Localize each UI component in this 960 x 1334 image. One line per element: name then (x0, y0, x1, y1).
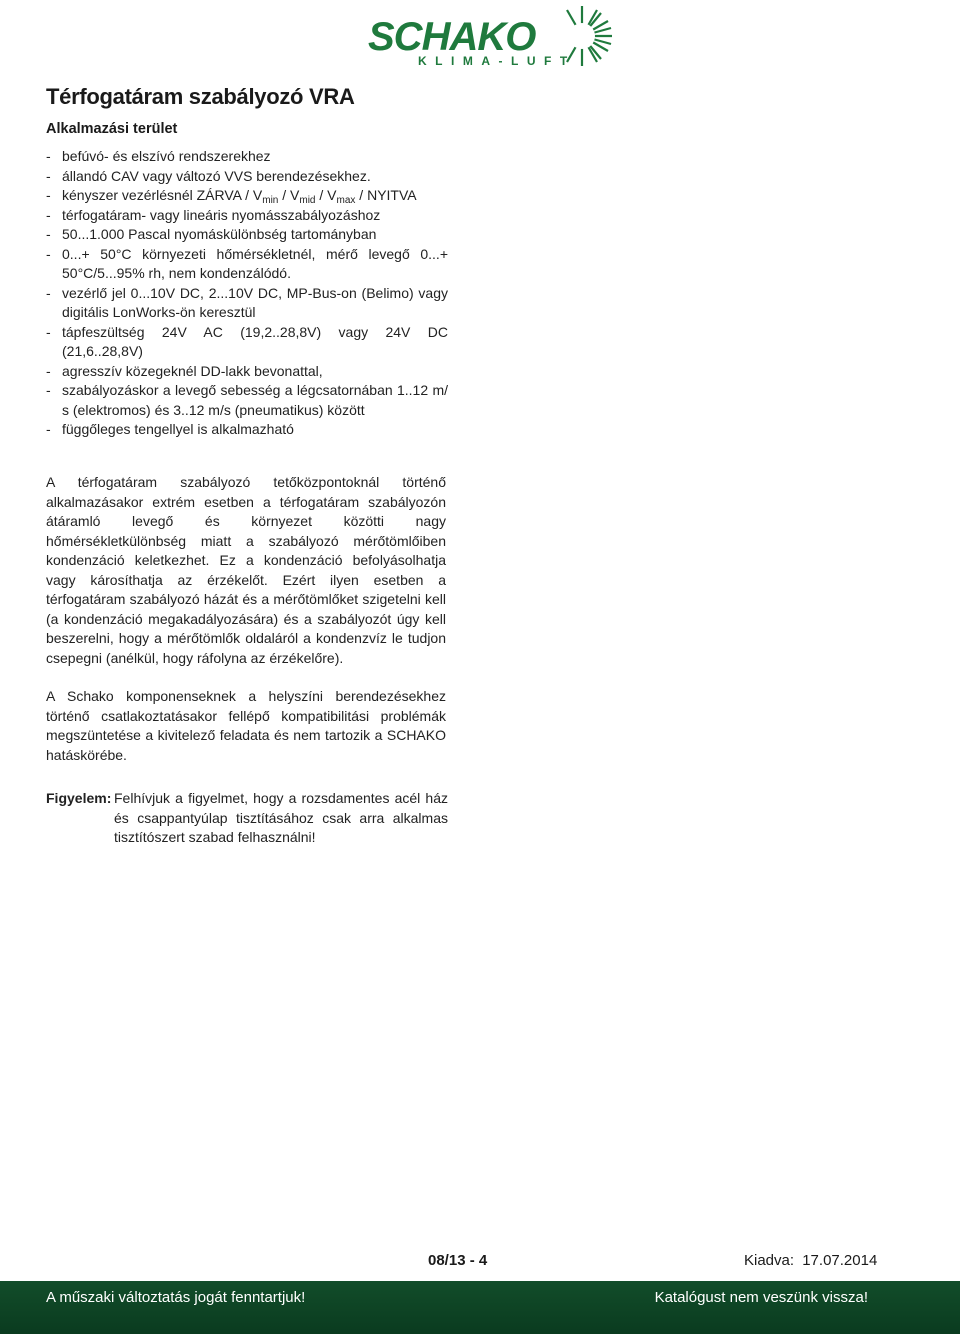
warning-note (46, 789, 448, 848)
list-item: - vezérlő jel 0...10V DC, 2...10V DC, MP-Bus-on (Belimo) vagy digitális LonWorks-ön keresztül (46, 284, 448, 323)
issue-date-value: 17.07.2014 (802, 1252, 878, 1269)
application-list (46, 147, 448, 440)
list-item: - 0...+ 50°C környezeti hőmérsékletnél, mérő levegő 0...+ 50°C/5...95% rh, nem kondenzálódó. (46, 245, 448, 284)
list-item: - befúvó- és elszívó rendszerekhez (46, 147, 448, 167)
warning-text: Felhívjuk a figyelmet, hogy a rozsdamentes acél ház és csappantyúlap tisztításához csak arra alkalmas tisztítószert szabad felhasználni! (114, 790, 448, 845)
issue-date-label: Kiadva: (744, 1252, 795, 1269)
list-item: - függőleges tengellyel is alkalmazható (46, 420, 448, 440)
section-heading-application: Alkalmazási terület (46, 121, 178, 137)
list-item: - 50...1.000 Pascal nyomáskülönbség tartományban (46, 225, 448, 245)
list-item: - térfogatáram- vagy lineáris nyomásszabályozáshoz (46, 206, 448, 226)
footer-right-note: Katalógust nem veszünk vissza! (654, 1289, 868, 1306)
footer-left-note: A műszaki változtatás jogát fenntartjuk! (46, 1289, 306, 1306)
condensation-paragraph: A térfogatáram szabályozó tetőközpontoknál történő alkalmazásakor extrém esetben a térfogatáram szabályozón átáramló levegő és környezet közötti nagy hőmérsékletkülönbség miatt a szabályozó mérőtömlőiben kondenzáció keletkezhet. Ez a kondenzáció befolyásolhatja vagy károsíthatja az érzékelőt. Ezért ilyen esetben a térfogatáram szabályozó házát és a mérőtömlőket szigetelni kell (a kondenzáció megakadályozására) és a szabályozót úgy kell beszerelni, hogy a mérőtömlők oldaláról a kondenzvíz le tudjon csepegni (anélkül, hogy ráfolyna az érzékelőre). (46, 474, 446, 666)
page-number: 08/13 - 4 (428, 1252, 488, 1269)
issue-date (744, 1252, 877, 1269)
list-item: - kényszer vezérlésnél ZÁRVA / $V_{min} / V_{mid} / V_{max}$ / NYITVA (46, 186, 448, 206)
list-item: - szabályozáskor a levegő sebesség a légcsatornában 1..12 m/ s (elektromos) és 3..12 m/s (pneumatikus) között (46, 381, 448, 420)
list-item: - agresszív közegeknél DD-lakk bevonattal, (46, 362, 448, 382)
compatibility-paragraph: A Schako komponenseknek a helyszíni berendezésekhez történő csatlakoztatásakor fellépő kompatibilitási problémák megszüntetése a kivitelező feladata és nem tartozik a SCHAKO hatáskörébe. (46, 688, 446, 763)
logo-wordmark: SCHAKO (368, 15, 536, 59)
warning-label: Figyelem: (46, 790, 112, 806)
list-item: - állandó CAV vagy változó VVS berendezésekhez. (46, 167, 448, 187)
page-title: Térfogatáram szabályozó VRA (46, 84, 355, 109)
list-item: - tápfeszültség 24V AC (19,2..28,8V) vagy 24V DC (21,6..28,8V) (46, 323, 448, 362)
logo-tagline: KLIMA-LUFT (418, 54, 576, 68)
